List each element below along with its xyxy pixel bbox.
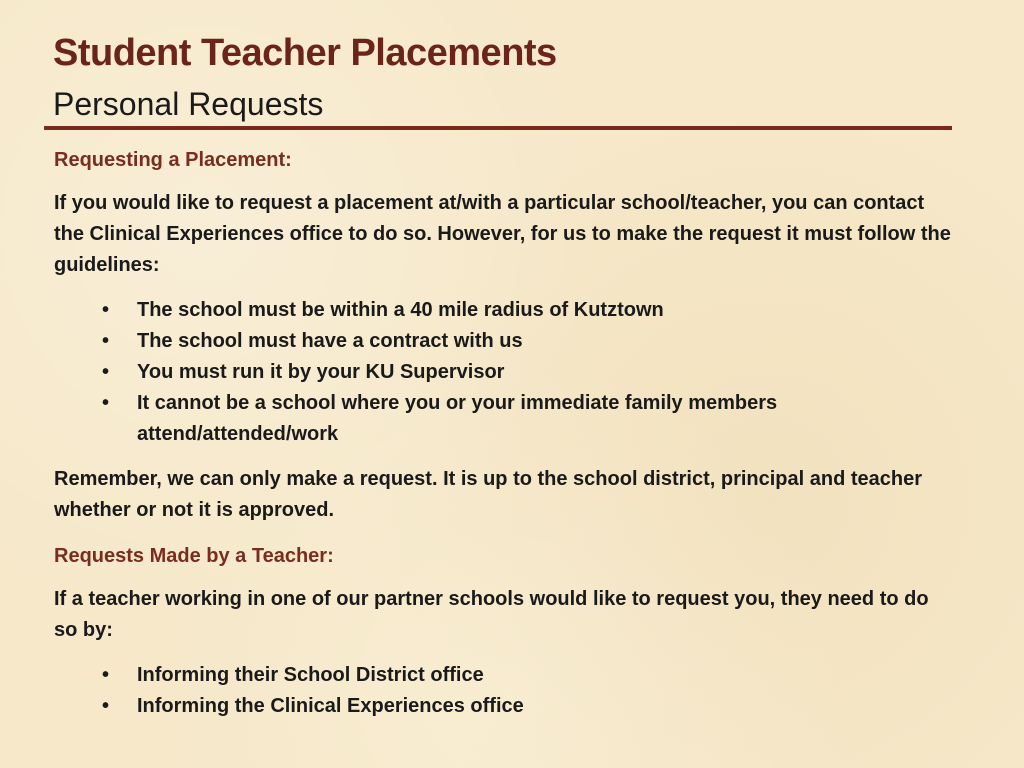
- list-item-text: The school must have a contract with us: [137, 330, 523, 352]
- list-item: [102, 660, 954, 691]
- teacher-requests-list: [54, 660, 954, 722]
- list-item: [102, 691, 954, 722]
- section-heading-requesting: Requesting a Placement:: [54, 149, 292, 171]
- bullet-icon: •: [102, 361, 110, 383]
- bullet-icon: •: [102, 695, 110, 717]
- list-item-text: The school must be within a 40 mile radius of Kutztown: [137, 299, 664, 321]
- list-item: [102, 357, 954, 388]
- list-item-text: You must run it by your KU Supervisor: [137, 361, 505, 383]
- title-divider: [44, 126, 952, 130]
- guidelines-list: [54, 295, 954, 450]
- page-title: Student Teacher Placements: [53, 32, 557, 74]
- teacher-requests-intro-paragraph: If a teacher working in one of our partner schools would like to request you, they need to do so by:: [54, 588, 929, 641]
- list-item: [102, 326, 954, 357]
- list-item-text: Informing the Clinical Experiences office: [137, 695, 524, 717]
- section-heading-teacher-requests: Requests Made by a Teacher:: [54, 545, 334, 567]
- list-item-text: Informing their School District office: [137, 664, 484, 686]
- requesting-intro-paragraph: If you would like to request a placement at/with a particular school/teacher, you can contact the Clinical Experiences office to do so. However, for us to make the request it must follow the guidelines:: [54, 192, 951, 276]
- bullet-icon: •: [102, 664, 110, 686]
- bullet-icon: •: [102, 299, 110, 321]
- list-item: [102, 388, 954, 450]
- list-item-text: It cannot be a school where you or your immediate family members attend/attended/work: [137, 392, 778, 445]
- bullet-icon: •: [102, 392, 110, 414]
- requesting-closing-paragraph: Remember, we can only make a request. It is up to the school district, principal and teacher whether or not it is approved.: [54, 468, 923, 521]
- bullet-icon: •: [102, 330, 110, 352]
- page-subtitle: Personal Requests: [53, 86, 324, 122]
- slide-content: [54, 146, 954, 722]
- list-item: [102, 295, 954, 326]
